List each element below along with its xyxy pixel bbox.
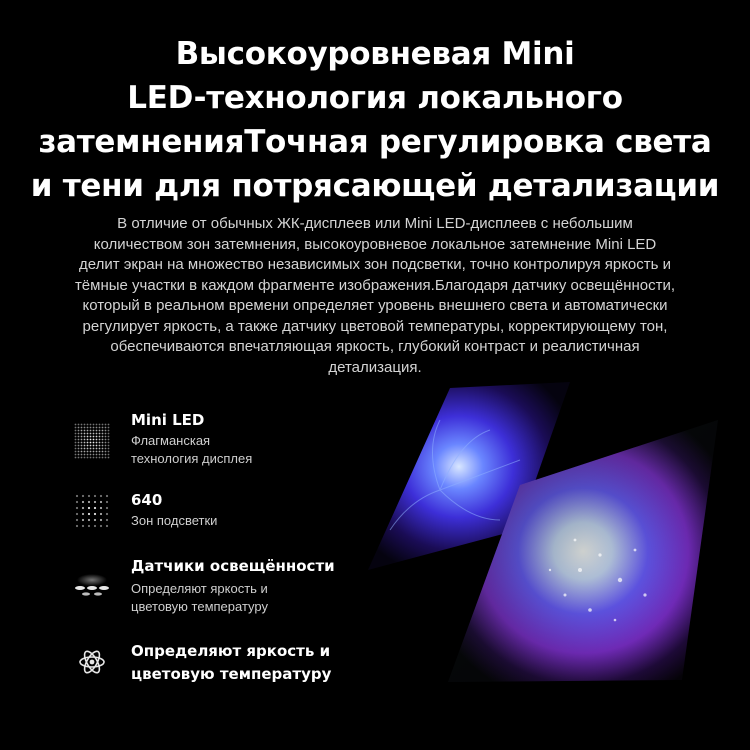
- feature-subtitle-line-2: технология дисплея: [131, 451, 253, 466]
- description-line-4: тёмные участки в каждом фрагменте изображения.Благодаря датчику освещённости,: [74, 276, 676, 294]
- feature-subtitle-line-1: Зон подсветки: [131, 513, 218, 528]
- feature-subtitle-line-1: Определяют яркость и: [131, 581, 268, 596]
- sparse-grid-icon: [72, 491, 112, 531]
- headline: [20, 32, 730, 208]
- headline-line-4: и тени для потрясающей детализации: [30, 168, 720, 204]
- feature-title: Mini LED: [131, 411, 205, 429]
- feature-title: 640: [131, 491, 163, 509]
- headline-line-3: затемненияТочная регулировка света: [38, 124, 712, 160]
- feature-subtitle-line-2: цветовую температуру: [131, 599, 268, 614]
- description-line-1: В отличие от обычных ЖК-дисплеев или Mini LED-дисплеев с небольшим: [117, 215, 633, 232]
- description-paragraph: [30, 214, 720, 378]
- light-sensor-icon: [72, 566, 112, 606]
- feature-subtitle-line-1: Флагманская: [131, 433, 211, 448]
- description-line-3: делит экран на множество независимых зон подсветки, точно контролируя яркость и: [78, 256, 672, 273]
- feature-title: Датчики освещённости: [131, 557, 335, 575]
- description-line-6: регулирует яркость, а также датчику цветовой температуры, корректирующему тон,: [82, 317, 668, 335]
- headline-line-1: Высокоуровневая Mini: [175, 36, 575, 72]
- headline-line-2: LED-технология локального: [127, 80, 623, 116]
- dense-grid-icon: [72, 421, 112, 461]
- feature-title-line-2: цветовую температуру: [131, 665, 332, 683]
- feature-title-line-1: Определяют яркость и: [131, 642, 331, 660]
- description-line-2: количеством зон затемнения, высокоуровневое локальное затемнение Mini LED: [93, 235, 657, 253]
- description-line-8: детализация.: [328, 358, 422, 376]
- atom-icon: [72, 642, 112, 682]
- tv-screens-illustration: [330, 380, 750, 750]
- description-line-7: обеспечиваются впечатляющая яркость, глубокий контраст и реалистичная: [110, 338, 640, 355]
- description-line-5: который в реальном времени определяет уровень внешнего света и автоматически: [82, 297, 668, 314]
